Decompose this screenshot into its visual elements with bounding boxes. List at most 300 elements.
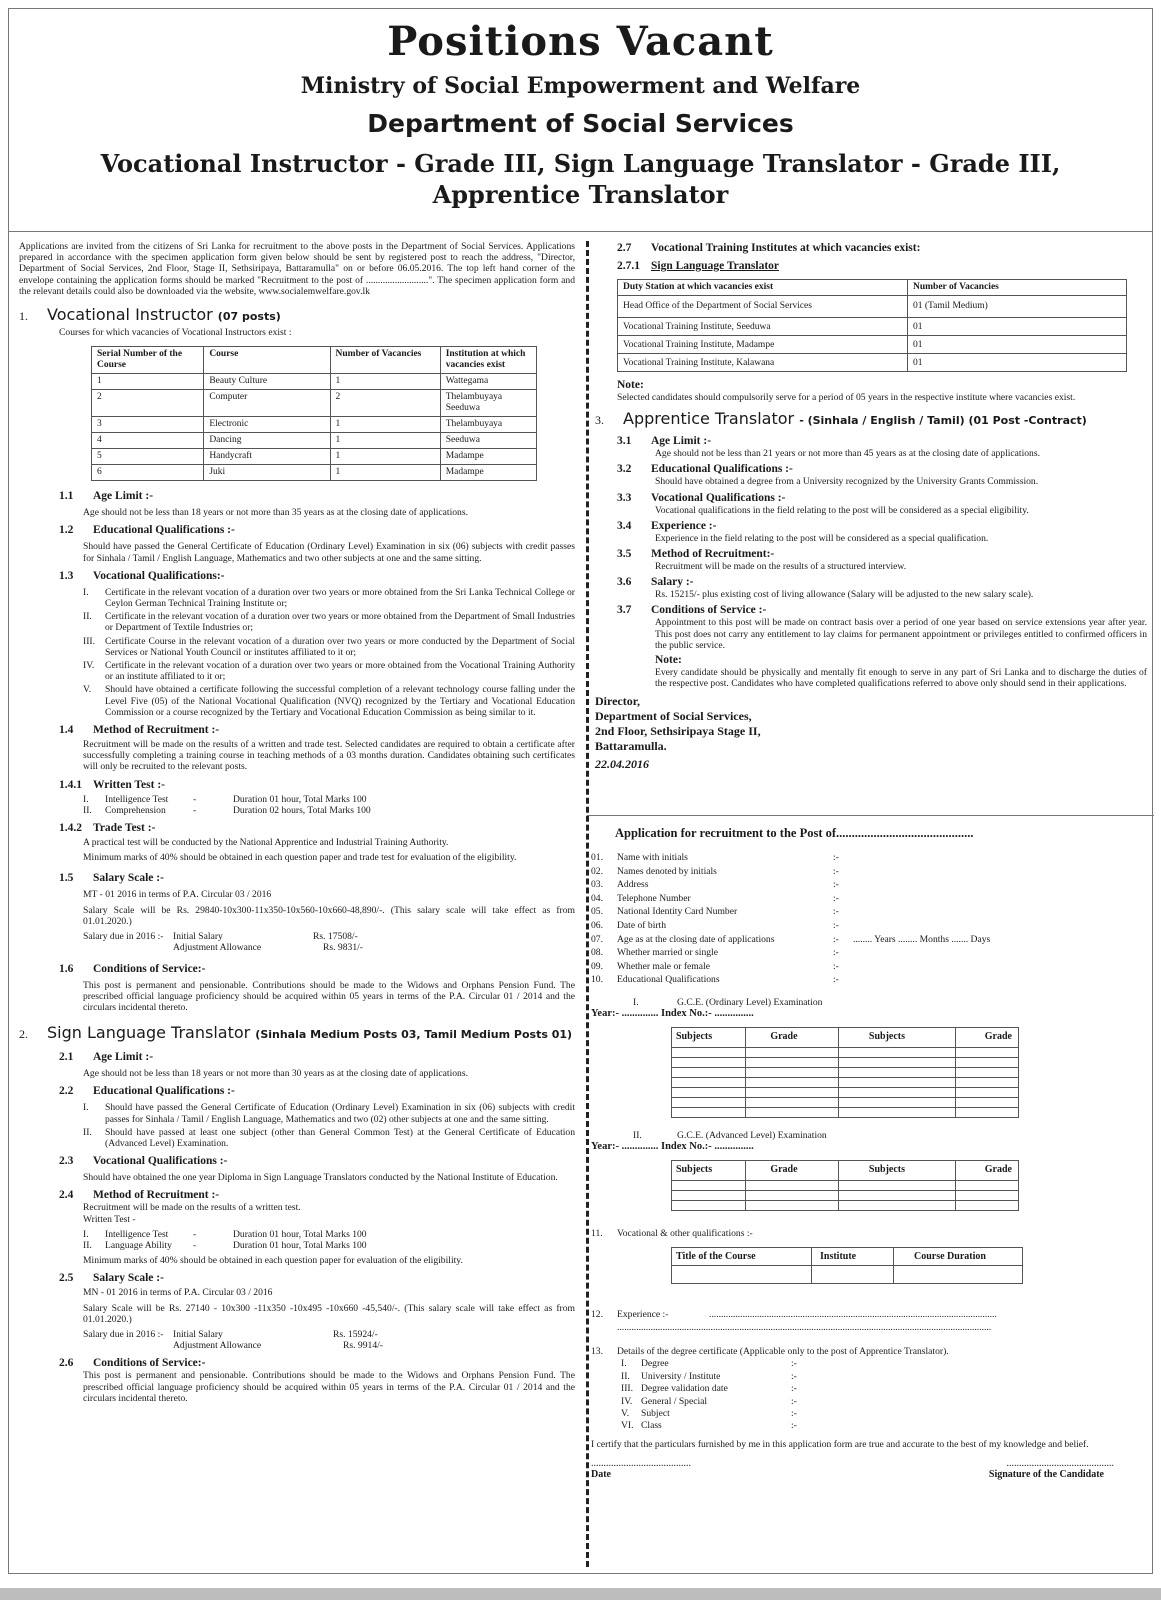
subsection-number: 1.1 xyxy=(59,490,74,503)
field-label: Vocational & other qualifications :- xyxy=(617,1227,753,1239)
table-header: Duty Station at which vacancies exist xyxy=(618,280,908,296)
form-field[interactable] xyxy=(587,919,1154,933)
degree-number: IV. xyxy=(621,1395,633,1407)
degree-row[interactable] xyxy=(621,1371,1154,1383)
list-number: II. xyxy=(83,1239,92,1251)
application-form xyxy=(587,815,1154,1575)
grid-cell[interactable] xyxy=(838,1097,955,1107)
subsection-number: 3.1 xyxy=(617,435,632,448)
form-field[interactable] xyxy=(587,865,1154,879)
grid-row[interactable] xyxy=(672,1107,1019,1117)
table-header: Number of Vacancies xyxy=(908,280,1127,296)
grid-cell[interactable] xyxy=(746,1107,839,1117)
list-item xyxy=(19,1127,575,1149)
subsection-title: Vocational Qualifications :- xyxy=(93,1155,228,1168)
subsection-title: Salary Scale :- xyxy=(93,872,164,885)
subsection-heading xyxy=(19,489,575,503)
grid-cell[interactable] xyxy=(746,1200,839,1210)
list-text: Should have obtained a certificate following the successful completion of a relevant technology course falling under the Level Five (05) of the National Vocational Qualification (NVQ) recognized by the Tertiary and Vocational Education Commission or a course recognized by the Tertiary and Vocational Education Commission as being similar to it. xyxy=(105,684,575,718)
list-text: Should have passed at least one subject (other than General Common Test) at the General Certificate of Education (Advanced Level) Examination. xyxy=(105,1126,575,1149)
list-item xyxy=(19,611,575,633)
form-field[interactable] xyxy=(587,973,1154,987)
right-column xyxy=(595,241,1147,772)
subsection-number: 1.5 xyxy=(59,872,74,885)
grid-row[interactable] xyxy=(672,1190,1019,1200)
degree-label: Degree xyxy=(641,1358,669,1370)
subsection-title: Educational Qualifications :- xyxy=(651,463,793,476)
list-item xyxy=(19,794,575,805)
section-title-text: Vocational Instructor xyxy=(47,305,213,325)
posts-line-1: Vocational Instructor - Grade III, Sign Language Translator - Grade III, xyxy=(100,149,1061,178)
field-colon: :- xyxy=(833,919,839,931)
subsection-heading xyxy=(19,871,575,885)
subsection xyxy=(595,575,1147,600)
grid-cell[interactable] xyxy=(838,1077,955,1087)
grid-cell[interactable] xyxy=(672,1087,746,1097)
list-text: Should have passed the General Certificate of Education (Ordinary Level) Examination in six (06) subjects with credit passes for Sinhala / Tamil / English Language, Mathematics and two (02) other subjects at one and the same sitting. xyxy=(105,1102,575,1125)
grid-cell[interactable] xyxy=(672,1057,746,1067)
subsection-heading xyxy=(19,1271,575,1285)
posts-line-2: Apprentice Translator xyxy=(432,180,729,209)
field-colon: :- xyxy=(833,865,839,877)
table-cell: Wattegama xyxy=(440,374,536,390)
subsection xyxy=(595,462,1147,487)
subsection-heading xyxy=(595,603,1147,617)
subsection-title: Salary :- xyxy=(651,576,694,589)
subsection-title: Method of Recruitment :- xyxy=(93,724,220,737)
subsection-text: Experience in the field relating to the post will be considered as a special qualification. xyxy=(655,532,989,544)
table-cell: Electronic xyxy=(204,417,330,433)
table-header: Serial Number of the Course xyxy=(92,347,204,374)
table-row xyxy=(618,354,1127,372)
subsection-number: 1.3 xyxy=(59,569,74,582)
vacancies-table xyxy=(617,279,1127,372)
list-text: Duration 01 hour, Total Marks 100 xyxy=(233,1228,367,1240)
subsection-text: Age should not be less than 18 years or not more than 30 years as at the closing date of applications. xyxy=(83,1068,468,1080)
field-number: 09. xyxy=(591,960,603,972)
degree-details xyxy=(587,1358,1154,1432)
grid-header: Institute xyxy=(812,1247,894,1265)
salary-row xyxy=(19,931,575,942)
degree-row[interactable] xyxy=(621,1408,1154,1420)
subsection-title: Method of Recruitment :- xyxy=(93,1189,220,1202)
table-cell: 01 xyxy=(908,354,1127,372)
subsection-number: 2.5 xyxy=(59,1272,74,1285)
subsection-text: MT - 01 2016 in terms of P.A. Circular 03 / 2016 xyxy=(83,889,272,901)
vocational-qualifications-field xyxy=(587,1227,1154,1241)
subsection-text: Age should not be less than 21 years or not more than 45 years as at the closing date of applications. xyxy=(655,448,1040,460)
subsection-title: Vocational Qualifications:- xyxy=(93,569,225,582)
table-header: Course xyxy=(204,347,330,374)
ol-results-grid[interactable] xyxy=(671,1027,1019,1118)
al-heading xyxy=(587,1130,1154,1141)
subsection-number: 2.6 xyxy=(59,1357,74,1370)
subsection-text: Should have obtained the one year Diploma in Sign Language Translators conducted by the National Institute of Education. xyxy=(83,1172,558,1184)
table-row xyxy=(92,390,537,417)
subsection-number: 3.2 xyxy=(617,463,632,476)
table-cell: 3 xyxy=(92,417,204,433)
table-cell: Thelambuyaya xyxy=(440,417,536,433)
list-number: IV. xyxy=(83,660,95,672)
field-colon: :- xyxy=(833,933,839,945)
exam-number: I. xyxy=(633,996,639,1008)
form-field[interactable] xyxy=(587,933,1154,947)
experience-field[interactable] xyxy=(587,1308,1154,1322)
list-number: III. xyxy=(83,635,95,647)
grid-cell[interactable] xyxy=(672,1077,746,1087)
grid-cell[interactable] xyxy=(956,1057,1019,1067)
subsection-number: 2.1 xyxy=(59,1051,74,1064)
subsection-text: Appointment to this post will be made on contract basis over a period of one year based on service extensions year after year. This post does not carry any entitlement to lay claims for permanent appointment or privileges entitled to confirmed officers in the public service. xyxy=(655,617,1147,651)
subsection-heading xyxy=(19,821,575,835)
grid-header: Subjects xyxy=(838,1027,955,1047)
subsection-number: 3.6 xyxy=(617,576,632,589)
grid-header: Title of the Course xyxy=(672,1247,812,1265)
signature-date: 22.04.2016 xyxy=(595,757,649,772)
subsection-number: 1.4.2 xyxy=(59,822,82,835)
form-field[interactable] xyxy=(587,851,1154,865)
signature-dots[interactable]: ........................................... xyxy=(1006,1458,1114,1470)
date-label: Date xyxy=(591,1469,611,1481)
subsection-number: 1.4 xyxy=(59,724,74,737)
table-row xyxy=(92,433,537,449)
grid-cell[interactable] xyxy=(672,1097,746,1107)
subsection-text: This post is permanent and pensionable. Contributions should be made to the Widows and Orphans Pension Fund. The prescribed official language proficiency should be acquired within 05 years in terms of the P.A. Circular 01 / 2014 and the circulars incidental thereto. xyxy=(83,979,575,1013)
subsection xyxy=(595,491,1147,516)
subsection-number: 3.3 xyxy=(617,491,632,504)
header xyxy=(9,9,1152,210)
ministry-name: Ministry of Social Empowerment and Welfare xyxy=(300,73,861,99)
grid-cell[interactable] xyxy=(956,1107,1019,1117)
list-item xyxy=(19,1102,575,1124)
degree-row[interactable] xyxy=(621,1383,1154,1395)
field-number: 01. xyxy=(591,852,603,863)
page-title: Positions Vacant xyxy=(387,18,774,65)
exam-title: G.C.E. (Ordinary Level) Examination xyxy=(677,996,823,1008)
section-subtitle: (Sinhala Medium Posts 03, Tamil Medium Posts 01) xyxy=(255,1028,573,1042)
table-cell: Juki xyxy=(204,465,330,481)
exam-number: II. xyxy=(633,1129,642,1141)
table-cell: 6 xyxy=(92,465,204,481)
grid-cell[interactable] xyxy=(672,1180,746,1190)
salary-value: Rs. 9831/- xyxy=(323,942,363,954)
field-label: Details of the degree certificate (Applicable only to the post of Apprentice Translator). xyxy=(617,1345,949,1357)
section-subtitle: (07 posts) xyxy=(217,310,281,324)
salary-label: Adjustment Allowance xyxy=(173,942,262,954)
degree-row[interactable] xyxy=(621,1396,1154,1408)
subsection-title: Conditions of Service :- xyxy=(651,604,767,617)
field-colon: :- xyxy=(833,906,839,918)
subsection-text: This post is permanent and pensionable. Contributions should be made to the Widows and Orphans Pension Fund. The prescribed official language proficiency should be acquired within 05 years in terms of the P.A. Circular 01 / 2014 and the circulars incidental thereto. xyxy=(83,1370,575,1404)
section-subtitle: - (Sinhala / English / Tamil) (01 Post -Contract) xyxy=(799,414,1087,428)
form-field[interactable] xyxy=(587,946,1154,960)
degree-row[interactable] xyxy=(621,1420,1154,1432)
subsection-text: Rs. 15215/- plus existing cost of living allowance (Salary will be adjusted to the new salary scale). xyxy=(655,589,1034,601)
table-header: Number of Vacancies xyxy=(330,347,440,374)
salary-value: Rs. 15924/- xyxy=(333,1328,378,1340)
list-text: Duration 01 hour, Total Marks 100 xyxy=(233,793,367,805)
table-cell: 01 (Tamil Medium) xyxy=(908,296,1127,318)
grid-row[interactable] xyxy=(672,1047,1019,1057)
field-label: Telephone Number xyxy=(617,892,691,904)
table-cell: 4 xyxy=(92,433,204,449)
grid-cell[interactable] xyxy=(838,1107,955,1117)
table-cell: 1 xyxy=(330,465,440,481)
table-cell: 5 xyxy=(92,449,204,465)
grid-row[interactable] xyxy=(672,1265,1023,1283)
field-label: Name with initials xyxy=(617,852,688,863)
grid-row[interactable] xyxy=(672,1097,1019,1107)
grid-cell[interactable] xyxy=(956,1200,1019,1210)
table-cell: 2 xyxy=(330,390,440,417)
grid-cell[interactable] xyxy=(746,1047,839,1057)
field-number: 03. xyxy=(591,879,603,891)
table-cell: 1 xyxy=(330,417,440,433)
table-cell: Seeduwa xyxy=(440,433,536,449)
grid-cell[interactable] xyxy=(956,1180,1019,1190)
field-number: 11. xyxy=(591,1227,603,1239)
subsection-title: Written Test :- xyxy=(93,778,165,791)
grid-header: Subjects xyxy=(838,1160,955,1180)
table-row xyxy=(618,336,1127,354)
degree-label: Degree validation date xyxy=(641,1383,728,1395)
grid-header: Grade xyxy=(956,1027,1019,1047)
subsection-title: Vocational Qualifications :- xyxy=(651,491,786,504)
list-item xyxy=(19,1240,575,1251)
signature-label: Signature of the Candidate xyxy=(988,1469,1104,1481)
grid-cell[interactable] xyxy=(838,1047,955,1057)
salary-value: Rs. 17508/- xyxy=(313,931,358,943)
form-field[interactable] xyxy=(587,905,1154,919)
degree-field xyxy=(587,1345,1154,1359)
grid-cell[interactable] xyxy=(838,1057,955,1067)
list-number: II. xyxy=(83,804,92,816)
grid-cell[interactable] xyxy=(838,1067,955,1077)
subsection-heading xyxy=(595,491,1147,505)
degree-number: V. xyxy=(621,1407,630,1419)
department-name: Department of Social Services xyxy=(367,109,794,138)
table-row xyxy=(92,417,537,433)
subsection-heading xyxy=(595,462,1147,476)
table-row xyxy=(92,449,537,465)
list-dash: - xyxy=(193,1228,197,1240)
signature-line: Battaramulla. xyxy=(595,739,667,754)
grid-cell[interactable] xyxy=(672,1067,746,1077)
subsection-text: Age should not be less than 18 years or not more than 35 years as at the closing date of applications. xyxy=(83,507,468,519)
grid-header: Grade xyxy=(956,1160,1019,1180)
subsection-number: 2.4 xyxy=(59,1189,74,1202)
degree-number: III. xyxy=(621,1383,633,1395)
form-field[interactable] xyxy=(587,960,1154,974)
grid-cell[interactable] xyxy=(672,1047,746,1057)
salary-value: Rs. 9914/- xyxy=(343,1340,383,1352)
subsection-text: Should have passed the General Certificate of Education (Ordinary Level) Examination in six (06) subjects with credit passes for Sinhala / Tamil / English Language, Mathematics and two other subjects at one and the same sitting. xyxy=(83,541,575,564)
degree-row[interactable] xyxy=(621,1358,1154,1370)
section-number: 1. xyxy=(19,309,28,324)
degree-label: Subject xyxy=(641,1407,670,1419)
field-colon: :- xyxy=(833,852,839,863)
al-results-grid[interactable] xyxy=(671,1160,1019,1211)
grid-row[interactable] xyxy=(672,1057,1019,1067)
grid-cell[interactable] xyxy=(746,1077,839,1087)
subsection-title: Sign Language Translator xyxy=(651,260,780,272)
field-label: Whether male or female xyxy=(617,960,710,972)
grid-cell[interactable] xyxy=(956,1190,1019,1200)
form-field[interactable] xyxy=(587,892,1154,906)
experience-field-line[interactable] xyxy=(587,1321,1154,1335)
subsection-heading xyxy=(19,778,575,792)
grid-cell[interactable] xyxy=(746,1067,839,1077)
note-heading: Note: xyxy=(617,379,644,391)
subsection xyxy=(595,603,1147,651)
grid-row[interactable] xyxy=(672,1200,1019,1210)
grid-cell[interactable] xyxy=(746,1190,839,1200)
grid-row[interactable] xyxy=(672,1180,1019,1190)
subsection-text: Recruitment will be made on the results of a written test. xyxy=(83,1202,301,1214)
field-label: Educational Qualifications xyxy=(617,974,720,986)
section-3-items xyxy=(595,434,1147,651)
subsection-text: Recruitment will be made on the results of a written and trade test. Selected candidates are required to obtain a certificate after successfully completing a training course in teaching methods of a 03 months duration. Candidates obtaining such certificates will only be recruited to the relevant posts. xyxy=(83,739,575,773)
subsection-text: Salary Scale will be Rs. 27140 - 10x300 -11x350 -10x495 -10x660 -45,540/-. (This salary scale will take effect as from 01.01.2020.) xyxy=(83,1302,575,1325)
list-text: Language Ability xyxy=(105,1239,172,1251)
subsection-title: Experience :- xyxy=(651,519,717,532)
subsection-title: Conditions of Service:- xyxy=(93,962,206,975)
courses-grid[interactable] xyxy=(671,1247,1023,1284)
grid-cell[interactable] xyxy=(838,1190,955,1200)
field-number: 08. xyxy=(591,947,603,959)
salary-label: Initial Salary xyxy=(173,931,223,943)
subsection xyxy=(595,434,1147,459)
field-label: Whether married or single xyxy=(617,947,718,959)
grid-cell[interactable] xyxy=(672,1200,746,1210)
field-number: 12. xyxy=(591,1308,603,1320)
degree-label: General / Special xyxy=(641,1395,708,1407)
signature-line: 2nd Floor, Sethsiripaya Stage II, xyxy=(595,724,761,739)
grid-cell[interactable] xyxy=(746,1180,839,1190)
subsection-text: Written Test - xyxy=(83,1213,136,1225)
subsection-title: Trade Test :- xyxy=(93,822,156,835)
subsection-text: Recruitment will be made on the results of a structured interview. xyxy=(655,561,907,573)
table-cell: Thelambuyaya Seeduwa xyxy=(440,390,536,417)
degree-colon: :- xyxy=(791,1370,797,1382)
section-3-title xyxy=(595,409,1147,431)
field-dots: ............................................................................................................................................................ xyxy=(617,1322,992,1334)
al-year-index[interactable]: Year:- .............. Index No.:- ............... xyxy=(591,1140,754,1152)
subsection xyxy=(595,547,1147,572)
form-field[interactable] xyxy=(587,878,1154,892)
field-colon: :- xyxy=(833,947,839,959)
subsection-heading xyxy=(595,547,1147,561)
grid-cell[interactable] xyxy=(956,1087,1019,1097)
form-fields xyxy=(587,851,1154,987)
grid-cell[interactable] xyxy=(956,1097,1019,1107)
list-item xyxy=(19,636,575,658)
field-label: Names denoted by initials xyxy=(617,865,717,877)
subsection-number: 1.2 xyxy=(59,524,74,537)
field-number: 07. xyxy=(591,933,603,945)
field-label: Age as at the closing date of applications xyxy=(617,933,775,945)
ol-year-index[interactable]: Year:- .............. Index No.:- ............... xyxy=(591,1007,754,1019)
note-text: Selected candidates should compulsorily serve for a period of 05 years in the respective institute where vacancies exist. xyxy=(617,392,1076,403)
table-cell: Vocational Training Institute, Madampe xyxy=(618,336,908,354)
table-cell: Computer xyxy=(204,390,330,417)
table-row xyxy=(618,318,1127,336)
table-cell: 1 xyxy=(330,374,440,390)
grid-cell[interactable] xyxy=(838,1087,955,1097)
table-row xyxy=(618,296,1127,318)
degree-colon: :- xyxy=(791,1358,797,1370)
grid-cell[interactable] xyxy=(746,1057,839,1067)
subsection-heading xyxy=(595,519,1147,533)
grid-cell[interactable] xyxy=(956,1077,1019,1087)
grid-row[interactable] xyxy=(672,1067,1019,1077)
section-number: 3. xyxy=(595,413,604,428)
grid-cell[interactable] xyxy=(956,1067,1019,1077)
list-dash: - xyxy=(193,793,197,805)
grid-cell[interactable] xyxy=(956,1047,1019,1057)
grid-cell[interactable] xyxy=(838,1200,955,1210)
field-colon: :- xyxy=(833,892,839,904)
subsection-title: Vocational Training Institutes at which vacancies exist: xyxy=(651,242,921,254)
table-cell: 1 xyxy=(330,433,440,449)
salary-label: Salary due in 2016 :- xyxy=(83,931,164,943)
field-number: 04. xyxy=(591,892,603,904)
subsection-heading xyxy=(595,575,1147,589)
subsection-heading xyxy=(595,259,1147,273)
subsection-heading xyxy=(19,1356,575,1370)
left-column xyxy=(19,241,575,1404)
grid-row[interactable] xyxy=(672,1087,1019,1097)
grid-cell[interactable] xyxy=(746,1087,839,1097)
field-colon: :- xyxy=(833,879,839,891)
subsection-text: MN - 01 2016 in terms of P.A. Circular 03 / 2016 xyxy=(83,1287,273,1299)
degree-colon: :- xyxy=(791,1395,797,1407)
degree-colon: :- xyxy=(791,1383,797,1395)
field-number: 13. xyxy=(591,1345,603,1357)
subsection-title: Educational Qualifications :- xyxy=(93,524,235,537)
grid-cell[interactable] xyxy=(672,1107,746,1117)
list-dash: - xyxy=(193,1239,197,1251)
list-number: V. xyxy=(83,684,92,696)
table-cell: 01 xyxy=(908,318,1127,336)
list-number: I. xyxy=(83,586,89,598)
table-cell: Beauty Culture xyxy=(204,374,330,390)
section-title-text: Sign Language Translator xyxy=(47,1023,251,1043)
list-text: Intelligence Test xyxy=(105,1228,169,1240)
signature-block xyxy=(595,694,1147,772)
grid-row[interactable] xyxy=(672,1077,1019,1087)
list-item xyxy=(19,1229,575,1240)
grid-cell[interactable] xyxy=(838,1180,955,1190)
list-text: Certificate in the relevant vocation of a duration over two years or more obtained from the Vocational Training Authority or an institute affiliated to it or; xyxy=(105,660,575,683)
subsection-heading xyxy=(19,962,575,976)
subsection-title: Age Limit :- xyxy=(93,1051,154,1064)
subsection-title: Method of Recruitment:- xyxy=(651,548,775,561)
field-number: 02. xyxy=(591,865,603,877)
grid-cell[interactable] xyxy=(672,1190,746,1200)
list-item xyxy=(19,805,575,816)
list-number: I. xyxy=(83,1228,89,1240)
grid-cell[interactable] xyxy=(746,1097,839,1107)
certification-text: I certify that the particulars furnished by me in this application form are true and accurate to the best of my knowledge and belief. xyxy=(591,1438,1089,1450)
subsection-heading xyxy=(19,569,575,583)
exam-title: G.C.E. (Advanced Level) Examination xyxy=(677,1129,827,1141)
date-dots[interactable]: ........................................ xyxy=(591,1458,691,1470)
courses-table xyxy=(91,346,537,481)
subsection-text: Should have obtained a degree from a University recognized by the University Grants Commission. xyxy=(655,476,1039,488)
field-number: 10. xyxy=(591,974,603,986)
intro-text: Applications are invited from the citizens of Sri Lanka for recruitment to the above posts in the Department of Social Services. Applications prepared in accordance with the specimen application form given below should be sent by registered post to reach the address, "Director, Department of Social Services, 2nd Floor, Stage II, Sethsiripaya, Battaramulla" on or before 06.05.2016. The top left hand corner of the envelope containing the application forms should be marked "Recruitment to the post of ..........................". The specimen application form and the relevant details could also be downloaded via the website, www.socialemwelfare.gov.lk xyxy=(19,241,575,297)
